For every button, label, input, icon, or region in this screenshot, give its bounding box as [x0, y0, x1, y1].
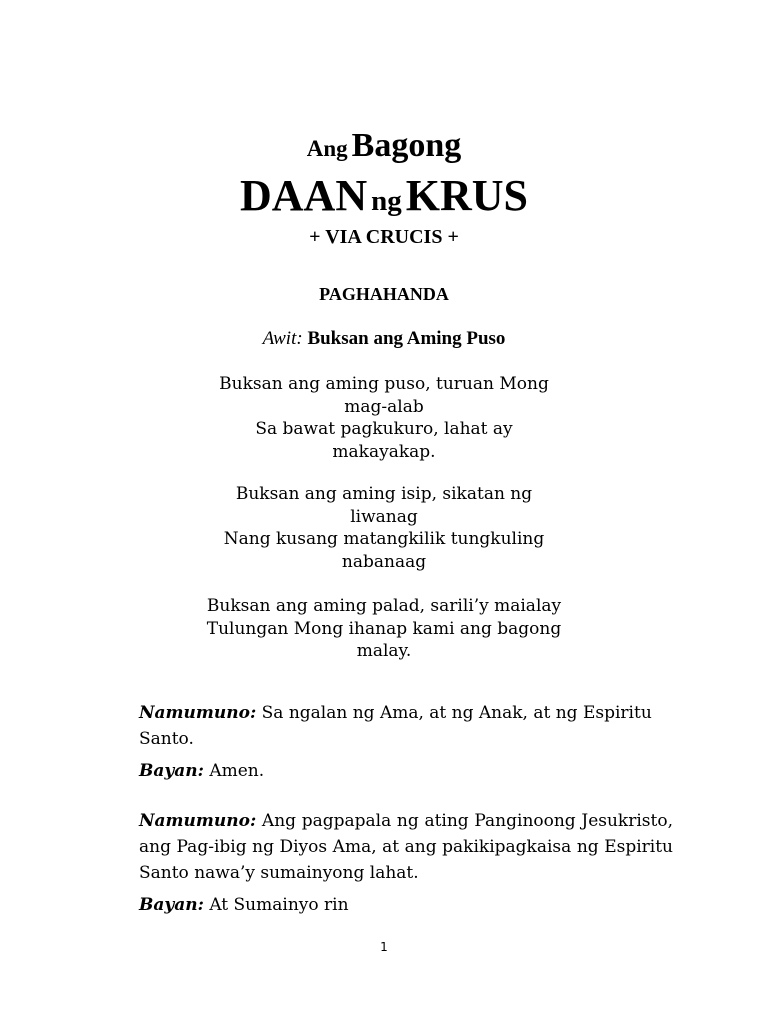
lyric-line: malay. — [356, 641, 412, 661]
title-word-krus: KRUS — [405, 171, 528, 220]
lyric-line: Sa bawat pagkukuro, lahat ay — [255, 419, 513, 439]
dialogue-line-2 — [139, 758, 673, 784]
speaker-label: Namumuno: — [139, 811, 257, 831]
dialogue-line-1 — [139, 700, 673, 752]
lyric-line: Buksan ang aming isip, sikatan ng — [235, 484, 533, 504]
speaker-label: Bayan: — [139, 895, 204, 915]
title-word-ang: Ang — [306, 136, 348, 161]
song-title — [0, 328, 768, 350]
lyric-line: liwanag — [350, 506, 418, 527]
lyric-line: mag-alab — [344, 396, 424, 417]
dialogue-text: Amen. — [203, 761, 265, 781]
lyric-line: Buksan ang aming puso, turuan Mong — [219, 374, 549, 394]
speaker-label: Namumuno: — [139, 703, 257, 723]
lyric-line: Buksan ang aming palad, sarili’y maialay — [206, 596, 562, 616]
title-word-daan: DAAN — [240, 171, 368, 220]
speaker-label: Bayan: — [139, 761, 204, 781]
lyric-line: makayakap. — [332, 441, 436, 462]
document-title — [0, 122, 768, 250]
song-name: Buksan ang Aming Puso — [307, 328, 506, 349]
dialogue-text: At Sumainyo rin — [203, 895, 349, 915]
dialogue-line-3 — [139, 808, 673, 886]
dialogue-text: Ang pagpapala ng ating Panginoong Jesukristo, ang Pag-ibig ng Diyos Ama, at ang pakikipagkaisa ng Espiritu Santo nawa’y sumainyong lahat. — [139, 811, 673, 883]
dialogue-text: Sa ngalan ng Ama, at ng Anak, at ng Espiritu Santo. — [139, 703, 652, 749]
lyric-line: Tulungan Mong ihanap kami ang bagong — [206, 618, 562, 639]
lyrics-stanza-1 — [190, 373, 578, 463]
dialogue-line-4 — [139, 892, 673, 918]
title-line-2 — [0, 172, 768, 230]
lyric-line: Nang kusang matangkilik tungkuling — [223, 529, 545, 549]
title-subtitle: + VIA CRUCIS + — [309, 226, 459, 248]
section-heading: PAGHAHANDA — [319, 284, 449, 304]
lyrics-stanza-2 — [190, 483, 578, 573]
lyrics-stanza-3 — [190, 595, 578, 663]
page-number: 1 — [380, 940, 388, 954]
lyric-line: nabanaag — [341, 551, 427, 572]
title-line-1 — [0, 122, 768, 176]
song-label: Awit: — [262, 328, 303, 349]
title-word-ng: ng — [371, 185, 402, 217]
title-word-bagong: Bagong — [351, 127, 462, 164]
